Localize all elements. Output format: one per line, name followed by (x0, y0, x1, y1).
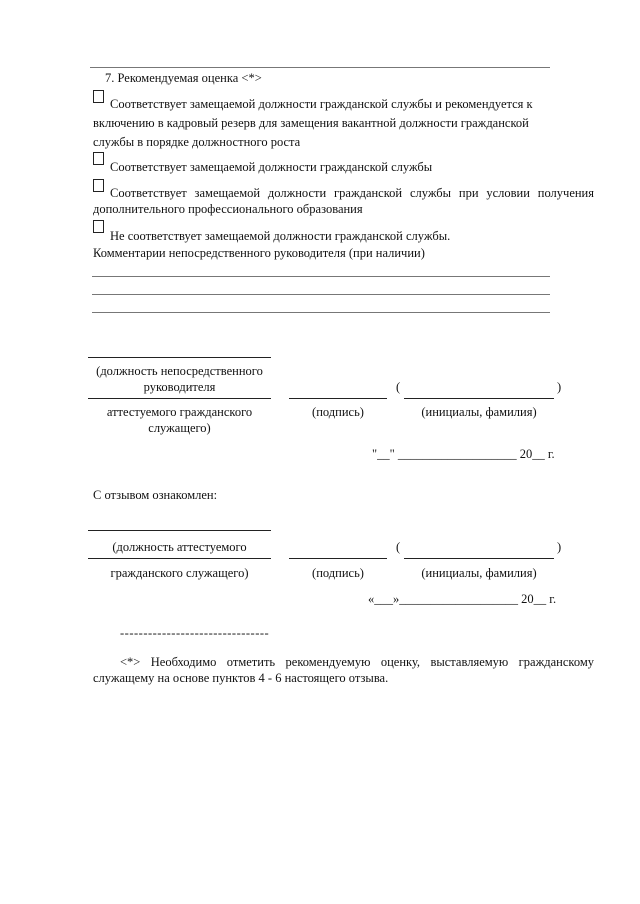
option-4-text-line1: Не соответствует замещаемой должности гражданской службы. (110, 229, 451, 243)
employee-position-label-2: гражданского служащего) (110, 566, 249, 580)
employee-signature-line[interactable] (289, 558, 387, 559)
manager-name-line[interactable] (404, 398, 554, 399)
employee-name-close-paren: ) (557, 540, 562, 554)
option-2-checkbox[interactable] (93, 152, 104, 165)
comments-line-2[interactable] (92, 294, 550, 295)
manager-date[interactable]: "__" ___________________ 20__ г. (372, 447, 555, 461)
employee-name-open-paren: ( (396, 540, 401, 554)
footnote-text-line2: служащему на основе пунктов 4 - 6 настоящего отзыва. (93, 671, 389, 685)
option-1-checkbox[interactable] (93, 90, 104, 103)
employee-position-label-1: (должность аттестуемого (112, 540, 247, 554)
comments-label: Комментарии непосредственного руководителя (при наличии) (93, 246, 425, 260)
top-rule (90, 67, 550, 68)
option-1-text-line3: службы в порядке должностного роста (93, 135, 301, 149)
option-3-text-line2: дополнительного профессионального образования (93, 202, 363, 216)
manager-name-open-paren: ( (396, 380, 401, 394)
manager-position-line-top[interactable] (88, 357, 271, 358)
comments-line-1[interactable] (92, 276, 550, 277)
employee-name-line[interactable] (404, 558, 554, 559)
footnote-separator: -------------------------------- (120, 626, 270, 640)
employee-position-line-top[interactable] (88, 530, 271, 531)
section-heading: 7. Рекомендуемая оценка <*> (105, 71, 262, 85)
option-1-text-line1: Соответствует замещаемой должности гражданской службы и рекомендуется к (110, 97, 533, 111)
manager-signature-line[interactable] (289, 398, 387, 399)
footnote-text-line1: <*> Необходимо отметить рекомендуемую оценку, выставляемую гражданскому (120, 655, 594, 669)
manager-name-label: (инициалы, фамилия) (421, 405, 537, 419)
manager-position-label-3: аттестуемого гражданского (106, 405, 253, 419)
manager-position-label-2: руководителя (143, 380, 216, 394)
employee-date[interactable]: «___»___________________ 20__ г. (368, 592, 557, 606)
comments-line-3[interactable] (92, 312, 550, 313)
option-3-text-line1: Соответствует замещаемой должности гражданской службы при условии получения (110, 186, 594, 200)
manager-name-close-paren: ) (557, 380, 562, 394)
manager-position-label-4: служащего) (148, 421, 211, 435)
manager-position-line-bottom[interactable] (88, 398, 271, 399)
option-2-text-line1: Соответствует замещаемой должности гражданской службы (110, 160, 433, 174)
option-3-checkbox[interactable] (93, 179, 104, 192)
option-4-checkbox[interactable] (93, 220, 104, 233)
employee-name-label: (инициалы, фамилия) (421, 566, 537, 580)
employee-signature-label: (подпись) (312, 566, 364, 580)
option-1-text-line2: включению в кадровый резерв для замещения вакантной должности гражданской (93, 116, 529, 130)
employee-position-line-bottom[interactable] (88, 558, 271, 559)
acknowledged-label: С отзывом ознакомлен: (93, 488, 218, 502)
manager-signature-label: (подпись) (312, 405, 364, 419)
manager-position-label-1: (должность непосредственного (96, 364, 263, 378)
